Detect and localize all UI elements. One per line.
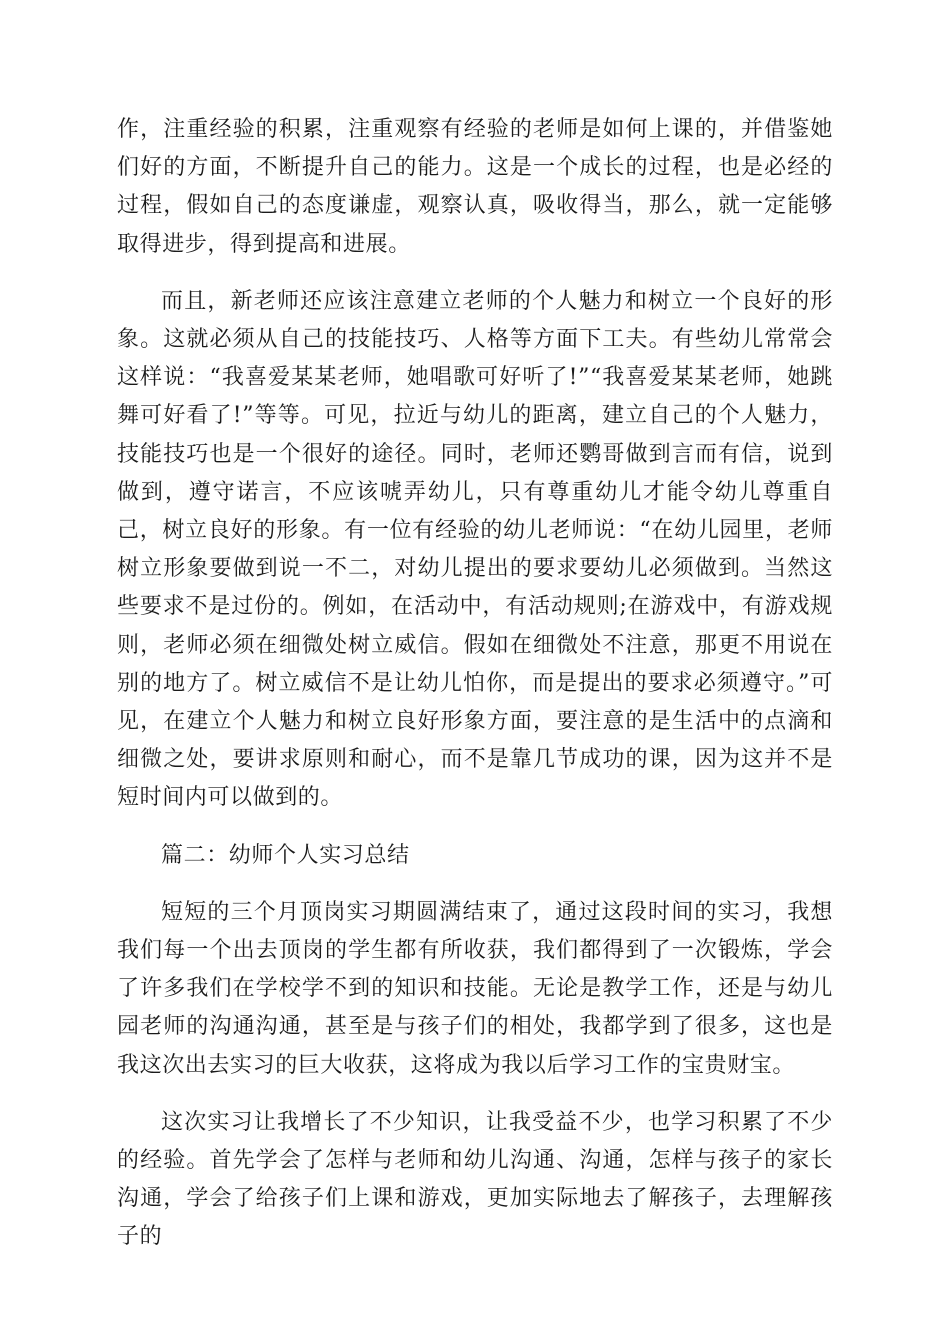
paragraph-internship-summary: 短短的三个月顶岗实习期圆满结束了，通过这段时间的实习，我想我们每一个出去顶岗的学生都有所收获，我们都得到了一次锻炼，学会了许多我们在学校学不到的知识和技能。无论是教学工作，还是与幼儿园老师的沟通沟通，甚至是与孩子们的相处，我都学到了很多，这也是我这次出去实习的巨大收获，这将成为我以后学习工作的宝贵财宝。: [117, 899, 833, 1078]
paragraph-continuation: 作，注重经验的积累，注重观察有经验的老师是如何上课的，并借鉴她们好的方面，不断提升自己的能力。这是一个成长的过程，也是必经的过程，假如自己的态度谦虚，观察认真，吸收得当，那么，就一定能够取得进步，得到提高和进展。: [117, 117, 833, 257]
document-body: [117, 111, 833, 1276]
paragraph-teacher-image: 而且，新老师还应该注意建立老师的个人魅力和树立一个良好的形象。这就必须从自己的技能技巧、人格等方面下工夫。有些幼儿常常会这样说：“我喜爱某某老师，她唱歌可好听了!”“我喜爱某某老师，她跳舞可好看了!”等等。可见，拉近与幼儿的距离，建立自己的个人魅力，技能技巧也是一个很好的途径。同时，老师还鹦哥做到言而有信，说到做到，遵守诺言，不应该唬弄幼儿，只有尊重幼儿才能令幼儿尊重自己，树立良好的形象。有一位有经验的幼儿老师说：“在幼儿园里，老师树立形象要做到说一不二，对幼儿提出的要求要幼儿必须做到。当然这些要求不是过份的。例如，在活动中，有活动规则;在游戏中，有游戏规则，老师必须在细微处树立威信。假如在细微处不注意，那更不用说在别的地方了。树立威信不是让幼儿怕你，而是提出的要求必须遵守。”可见，在建立个人魅力和树立良好形象方面，要注意的是生活中的点滴和细微之处，要讲求原则和耐心，而不是靠几节成功的课，因为这并不是短时间内可以做到的。: [117, 288, 833, 811]
paragraph-internship-gains: 这次实习让我增长了不少知识，让我受益不少，也学习积累了不少的经验。首先学会了怎样与老师和幼儿沟通、沟通，怎样与孩子的家长沟通，学会了给孩子们上课和游戏，更加实际地去了解孩子，去理解孩子的: [117, 1109, 833, 1250]
section-heading: 篇二：幼师个人实习总结: [161, 842, 410, 868]
